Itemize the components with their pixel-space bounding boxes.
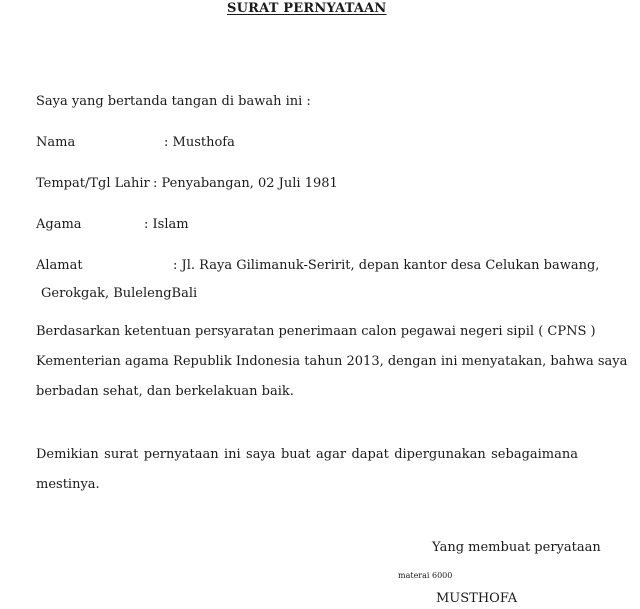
field-nama-value: : Musthofa	[164, 135, 235, 150]
field-alamat-value-line2: Gerokgak, BulelengBali	[41, 286, 198, 301]
stamp-text: materai 6000	[398, 571, 453, 580]
field-alamat-value-line1: : Jl. Raya Gilimanuk-Seririt, depan kantor desa Celukan bawang,	[173, 258, 600, 273]
field-nama-label: Nama	[36, 135, 76, 150]
statement-paragraph	[36, 317, 628, 407]
signature-label: Yang membuat peryataan	[432, 540, 601, 555]
statement-line-3: berbadan sehat, dan berkelakuan baik.	[36, 384, 294, 399]
field-alamat	[36, 258, 600, 304]
document-title: SURAT PERNYATAAN	[227, 1, 387, 16]
field-ttl-label: Tempat/Tgl Lahir	[36, 176, 150, 191]
field-ttl-value: : Penyabangan, 02 Juli 1981	[153, 176, 338, 191]
closing-paragraph	[36, 440, 578, 500]
signature-name: MUSTHOFA	[436, 591, 518, 606]
field-alamat-label: Alamat	[36, 258, 83, 273]
field-agama-label: Agama	[36, 217, 82, 232]
intro-text: Saya yang bertanda tangan di bawah ini :	[36, 94, 311, 109]
closing-line-2: mestinya.	[36, 477, 100, 492]
field-nama	[36, 135, 576, 151]
closing-line-1: Demikian surat pernyataan ini saya buat agar dapat dipergunakan sebagaimana	[36, 447, 578, 462]
statement-line-2: Kementerian agama Republik Indonesia tahun 2013, dengan ini menyatakan, bahwa saya	[36, 354, 628, 369]
field-agama-value: : Islam	[144, 217, 189, 232]
statement-line-1: Berdasarkan ketentuan persyaratan penerimaan calon pegawai negeri sipil ( CPNS )	[36, 324, 596, 339]
field-agama	[36, 217, 576, 233]
field-ttl	[36, 176, 576, 192]
